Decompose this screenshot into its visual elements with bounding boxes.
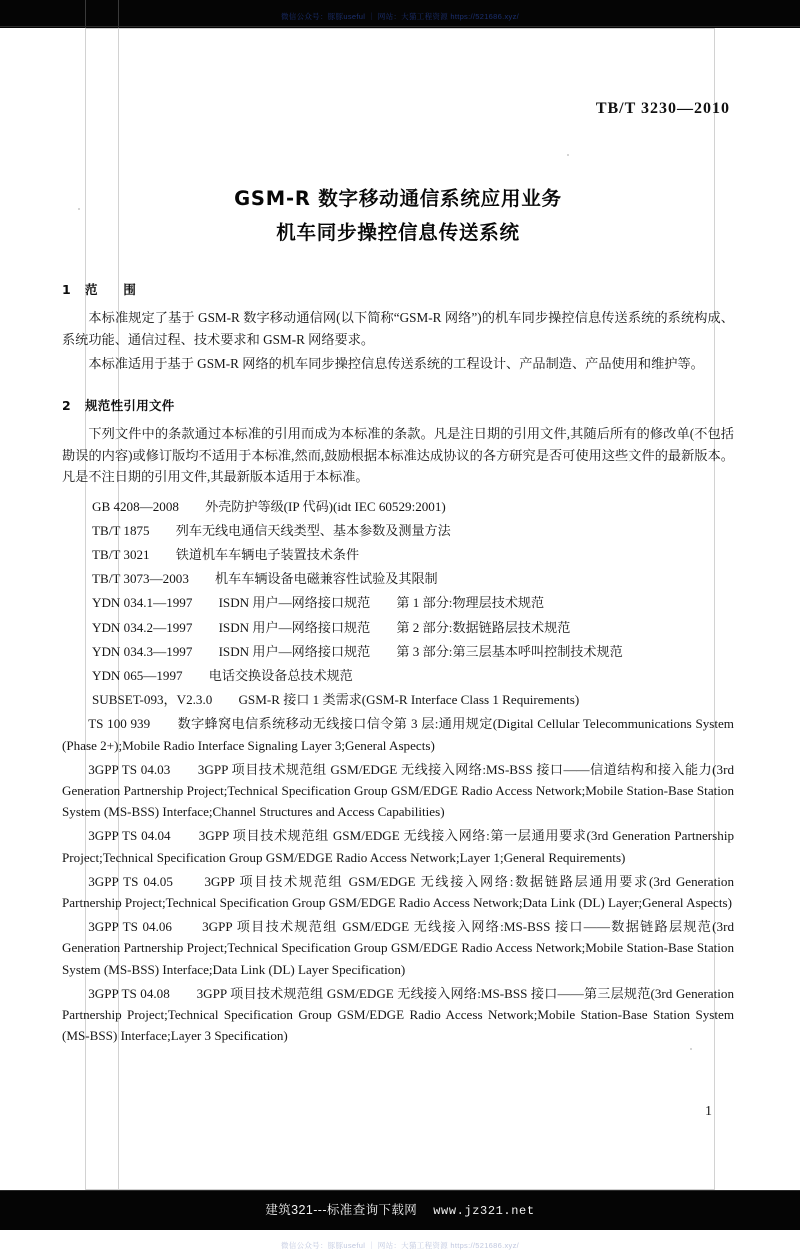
page-number: 1 (705, 1104, 712, 1119)
reference-item: YDN 065—1997 电话交换设备总技术规范 (92, 667, 353, 683)
document-title-line-2: 机车同步操控信息传送系统 (276, 221, 520, 245)
reference-item: 3GPP TS 04.03 3GPP 项目技术规范组 GSM/EDGE 无线接入网络:MS-BSS 接口——信道结构和接入能力(3rd Generation Partnership Project;Technical Specification Group GSM/EDGE Radio Access Network;Mobile Station-Base Station System (MS-BSS) Interface;Channel Structures and Access Capabilities) (62, 761, 734, 820)
section-2-heading (62, 396, 734, 414)
reference-item: TB/T 1875 列车无线电通信天线类型、基本参数及测量方法 (92, 522, 451, 538)
standard-number-header: TB/T 3230—2010 (595, 100, 730, 117)
section-1-heading (62, 280, 734, 298)
scan-band-hairline (0, 26, 800, 27)
footer-banner (0, 1200, 800, 1218)
document-title (62, 182, 734, 250)
footer-site-url: www.jz321.net (433, 1204, 535, 1218)
reference-item: YDN 034.3—1997 ISDN 用户—网络接口规范 第 3 部分:第三层基本呼叫控制技术规范 (92, 643, 623, 659)
reference-item: YDN 034.2—1997 ISDN 用户—网络接口规范 第 2 部分:数据链路层技术规范 (92, 619, 571, 635)
section-1-paragraph: 本标准适用于基于 GSM-R 网络的机车同步操控信息传送系统的工程设计、产品制造、产品使用和维护等。 (88, 356, 704, 371)
document-body (62, 100, 734, 1049)
page-frame-line-top (85, 28, 715, 29)
reference-item: 3GPP TS 04.06 3GPP 项目技术规范组 GSM/EDGE 无线接入网络:MS-BSS 接口——数据链路层规范(3rd Generation Partnership Project;Technical Specification Group GSM/EDGE Radio Access Network;Mobile Station-Base Station System (MS-BSS) Interface;Data Link (DL) Layer Specification) (62, 919, 734, 977)
document-title-line-1: GSM-R 数字移动通信系统应用业务 (234, 187, 562, 210)
reference-item: TB/T 3073—2003 机车车辆设备电磁兼容性试验及其限制 (92, 571, 438, 587)
footer-site-name: 建筑321---标准查询下载网 (265, 1203, 418, 1217)
reference-item: GB 4208—2008 外壳防护等级(IP 代码)(idt IEC 60529:2001) (92, 498, 446, 514)
scan-band-hairline (0, 1190, 800, 1191)
reference-item: 3GPP TS 04.04 3GPP 项目技术规范组 GSM/EDGE 无线接入网络:第一层通用要求(3rd Generation Partnership Project;Technical Specification Group GSM/EDGE Radio Access Network;Layer 1;General Requirements) (62, 828, 734, 865)
normative-reference-list (62, 496, 734, 1047)
reference-item: SUBSET-093，V2.3.0 GSM-R 接口 1 类需求(GSM-R Interface Class 1 Requirements) (92, 692, 580, 708)
reference-item: YDN 034.1—1997 ISDN 用户—网络接口规范 第 1 部分:物理层技术规范 (92, 595, 545, 611)
reference-item: 3GPP TS 04.08 3GPP 项目技术规范组 GSM/EDGE 无线接入网络:MS-BSS 接口——第三层规范(3rd Generation Partnership Project;Technical Specification Group GSM/EDGE Radio Access Network;Mobile Station-Base Station System (MS-BSS) Interface;Layer 3 Specification) (62, 985, 734, 1044)
watermark-top: 微信公众号：豚豚useful ｜ 网站：大猫工程资源 https://521686.xyz/ (280, 12, 520, 21)
reference-item: TS 100 939 数字蜂窝电信系统移动无线接口信令第 3 层:通用规定(Digital Cellular Telecommunications System (Phase 2+);Mobile Radio Interface Signaling Layer 3;General Aspects) (62, 716, 734, 753)
section-2-title: 规范性引用文件 (85, 398, 175, 414)
section-1-number: 1 (62, 282, 71, 298)
section-1-paragraph: 本标准规定了基于 GSM-R 数字移动通信网(以下简称“GSM-R 网络”)的机车同步操控信息传送系统的系统构成、系统功能、通信过程、技术要求和 GSM-R 网络要求。 (62, 310, 734, 347)
section-1-title: 范 围 (85, 282, 137, 298)
reference-item: 3GPP TS 04.05 3GPP 项目技术规范组 GSM/EDGE 无线接入网络:数据链路层通用要求(3rd Generation Partnership Project;Technical Specification Group GSM/EDGE Radio Access Network;Data Link (DL) Layer;General Aspects) (62, 873, 734, 910)
watermark-bottom: 微信公众号：豚豚useful ｜ 网站：大猫工程资源 https://521686.xyz/ (280, 1241, 520, 1250)
section-2-number: 2 (62, 398, 71, 414)
section-2-intro-paragraph: 下列文件中的条款通过本标准的引用而成为本标准的条款。凡是注日期的引用文件,其随后所有的修改单(不包括勘误的内容)或修订版均不适用于本标准,然而,鼓励根据本标准达成协议的各方研究是否可使用这些文件的最新版本。凡是不注日期的引用文件,其最新版本适用于本标准。 (62, 426, 734, 485)
reference-item: TB/T 3021 铁道机车车辆电子装置技术条件 (92, 546, 360, 562)
